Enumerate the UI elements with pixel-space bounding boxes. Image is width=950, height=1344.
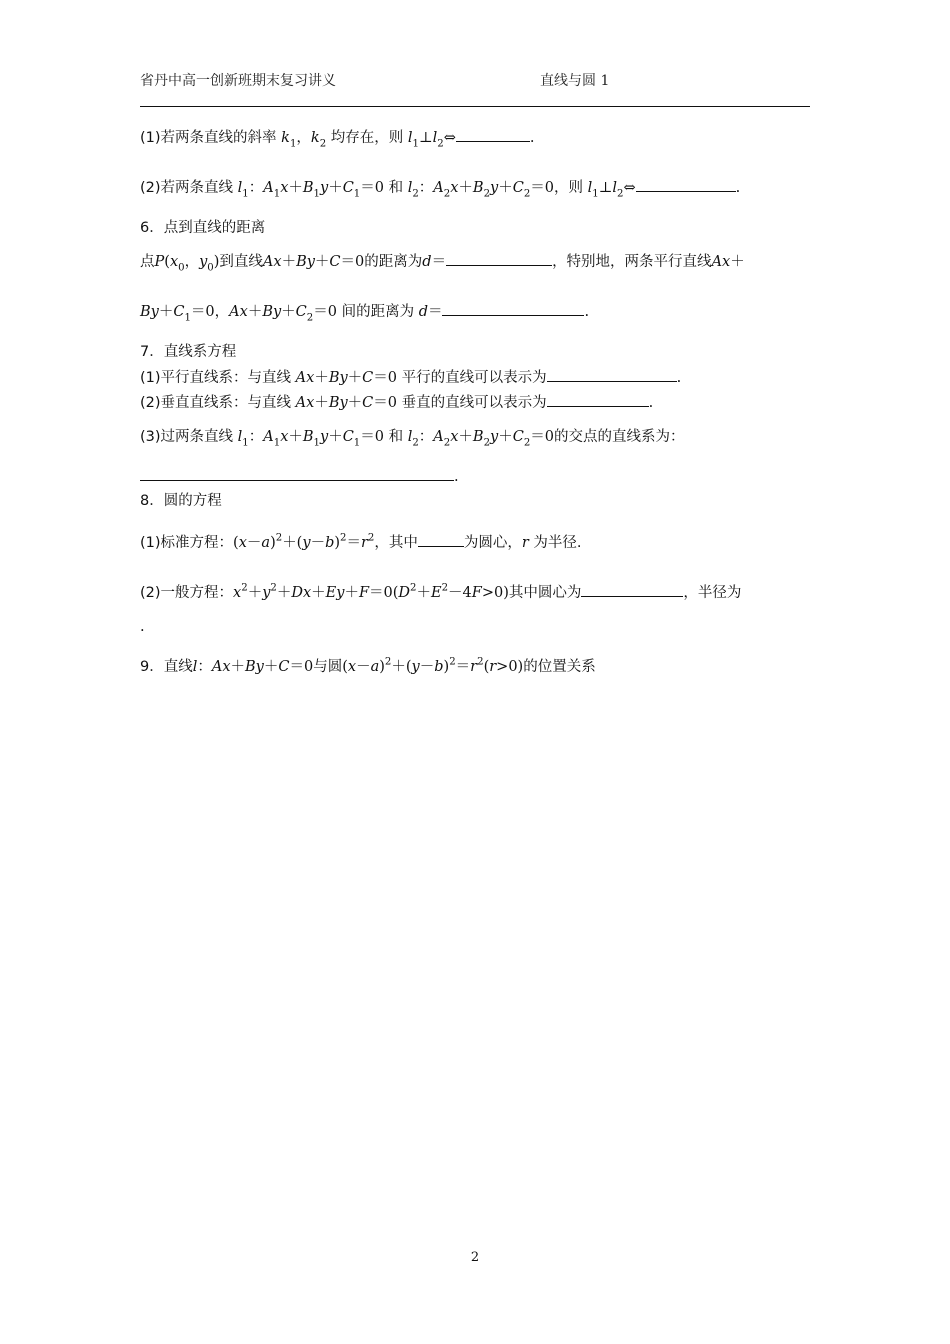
item-standard-circle: (1)标准方程：$(x-a)^2+(y-b)^2=r^2$，其中 为圆心，r 为半径.	[140, 532, 582, 551]
page-number: 2	[470, 1250, 480, 1265]
item-perpendicular-family: (2)垂直直线系：与直线 Ax＋By＋C＝0 垂直的直线可以表示为 .	[140, 395, 654, 411]
answer-blank[interactable]	[581, 595, 683, 597]
section-9-title: 9．直线l：Ax＋By＋C＝0与圆$(x-a)^2+(y-b)^2=r^2(r>0)$的位置关系	[140, 656, 596, 675]
item-parallel-distance: $By+C_1=0$，$Ax+By+C_2=0$ 间的距离为 d＝ .	[140, 304, 590, 324]
header-rule	[140, 106, 810, 107]
answer-blank[interactable]	[442, 314, 584, 316]
header-title-right: 直线与圆 1	[540, 73, 610, 89]
item-intersection-blank: .	[140, 470, 459, 485]
item-general-circle-end: .	[140, 619, 145, 635]
item-point-line-distance: 点$P(x_0$，$y_0$)到直线Ax＋By＋C＝0的距离为d＝ ，特别地，两条平行直线Ax＋	[140, 254, 745, 274]
item-perpendicular-slopes: (1)若两条直线的斜率 $k_1$，$k_2$ 均存在，则 $l_1\perp l_2\Leftrightarrow$ .	[140, 130, 535, 150]
answer-blank[interactable]	[547, 380, 677, 382]
header-title-left: 省丹中高一创新班期末复习讲义	[140, 73, 336, 89]
item-perpendicular-general: (2)若两条直线 $l_1$：$A_1x+B_1y+C_1=0$ 和 $l_2$：$A_2x+B_2y+C_2=0$，则 $l_1\perp l_2\Leftrightarrow$ .	[140, 180, 741, 200]
answer-blank[interactable]	[140, 479, 454, 481]
section-6-title: 6．点到直线的距离	[140, 220, 266, 236]
section-7-title: 7．直线系方程	[140, 344, 237, 360]
item-parallel-family: (1)平行直线系：与直线 Ax＋By＋C＝0 平行的直线可以表示为 .	[140, 370, 682, 386]
answer-blank[interactable]	[456, 140, 530, 142]
item-intersection-family: (3)过两条直线 $l_1$：$A_1x+B_1y+C_1=0$ 和 $l_2$：$A_2x+B_2y+C_2=0$的交点的直线系为：	[140, 429, 685, 449]
answer-blank[interactable]	[418, 545, 464, 547]
answer-blank[interactable]	[547, 405, 649, 407]
answer-blank[interactable]	[446, 264, 552, 266]
section-8-title: 8．圆的方程	[140, 493, 222, 509]
item-general-circle: (2)一般方程：$x^2+y^2+Dx+Ey+F=0(D^2+E^2-4F>0)$其中圆心为 ，半径为	[140, 582, 742, 601]
answer-blank[interactable]	[636, 190, 736, 192]
